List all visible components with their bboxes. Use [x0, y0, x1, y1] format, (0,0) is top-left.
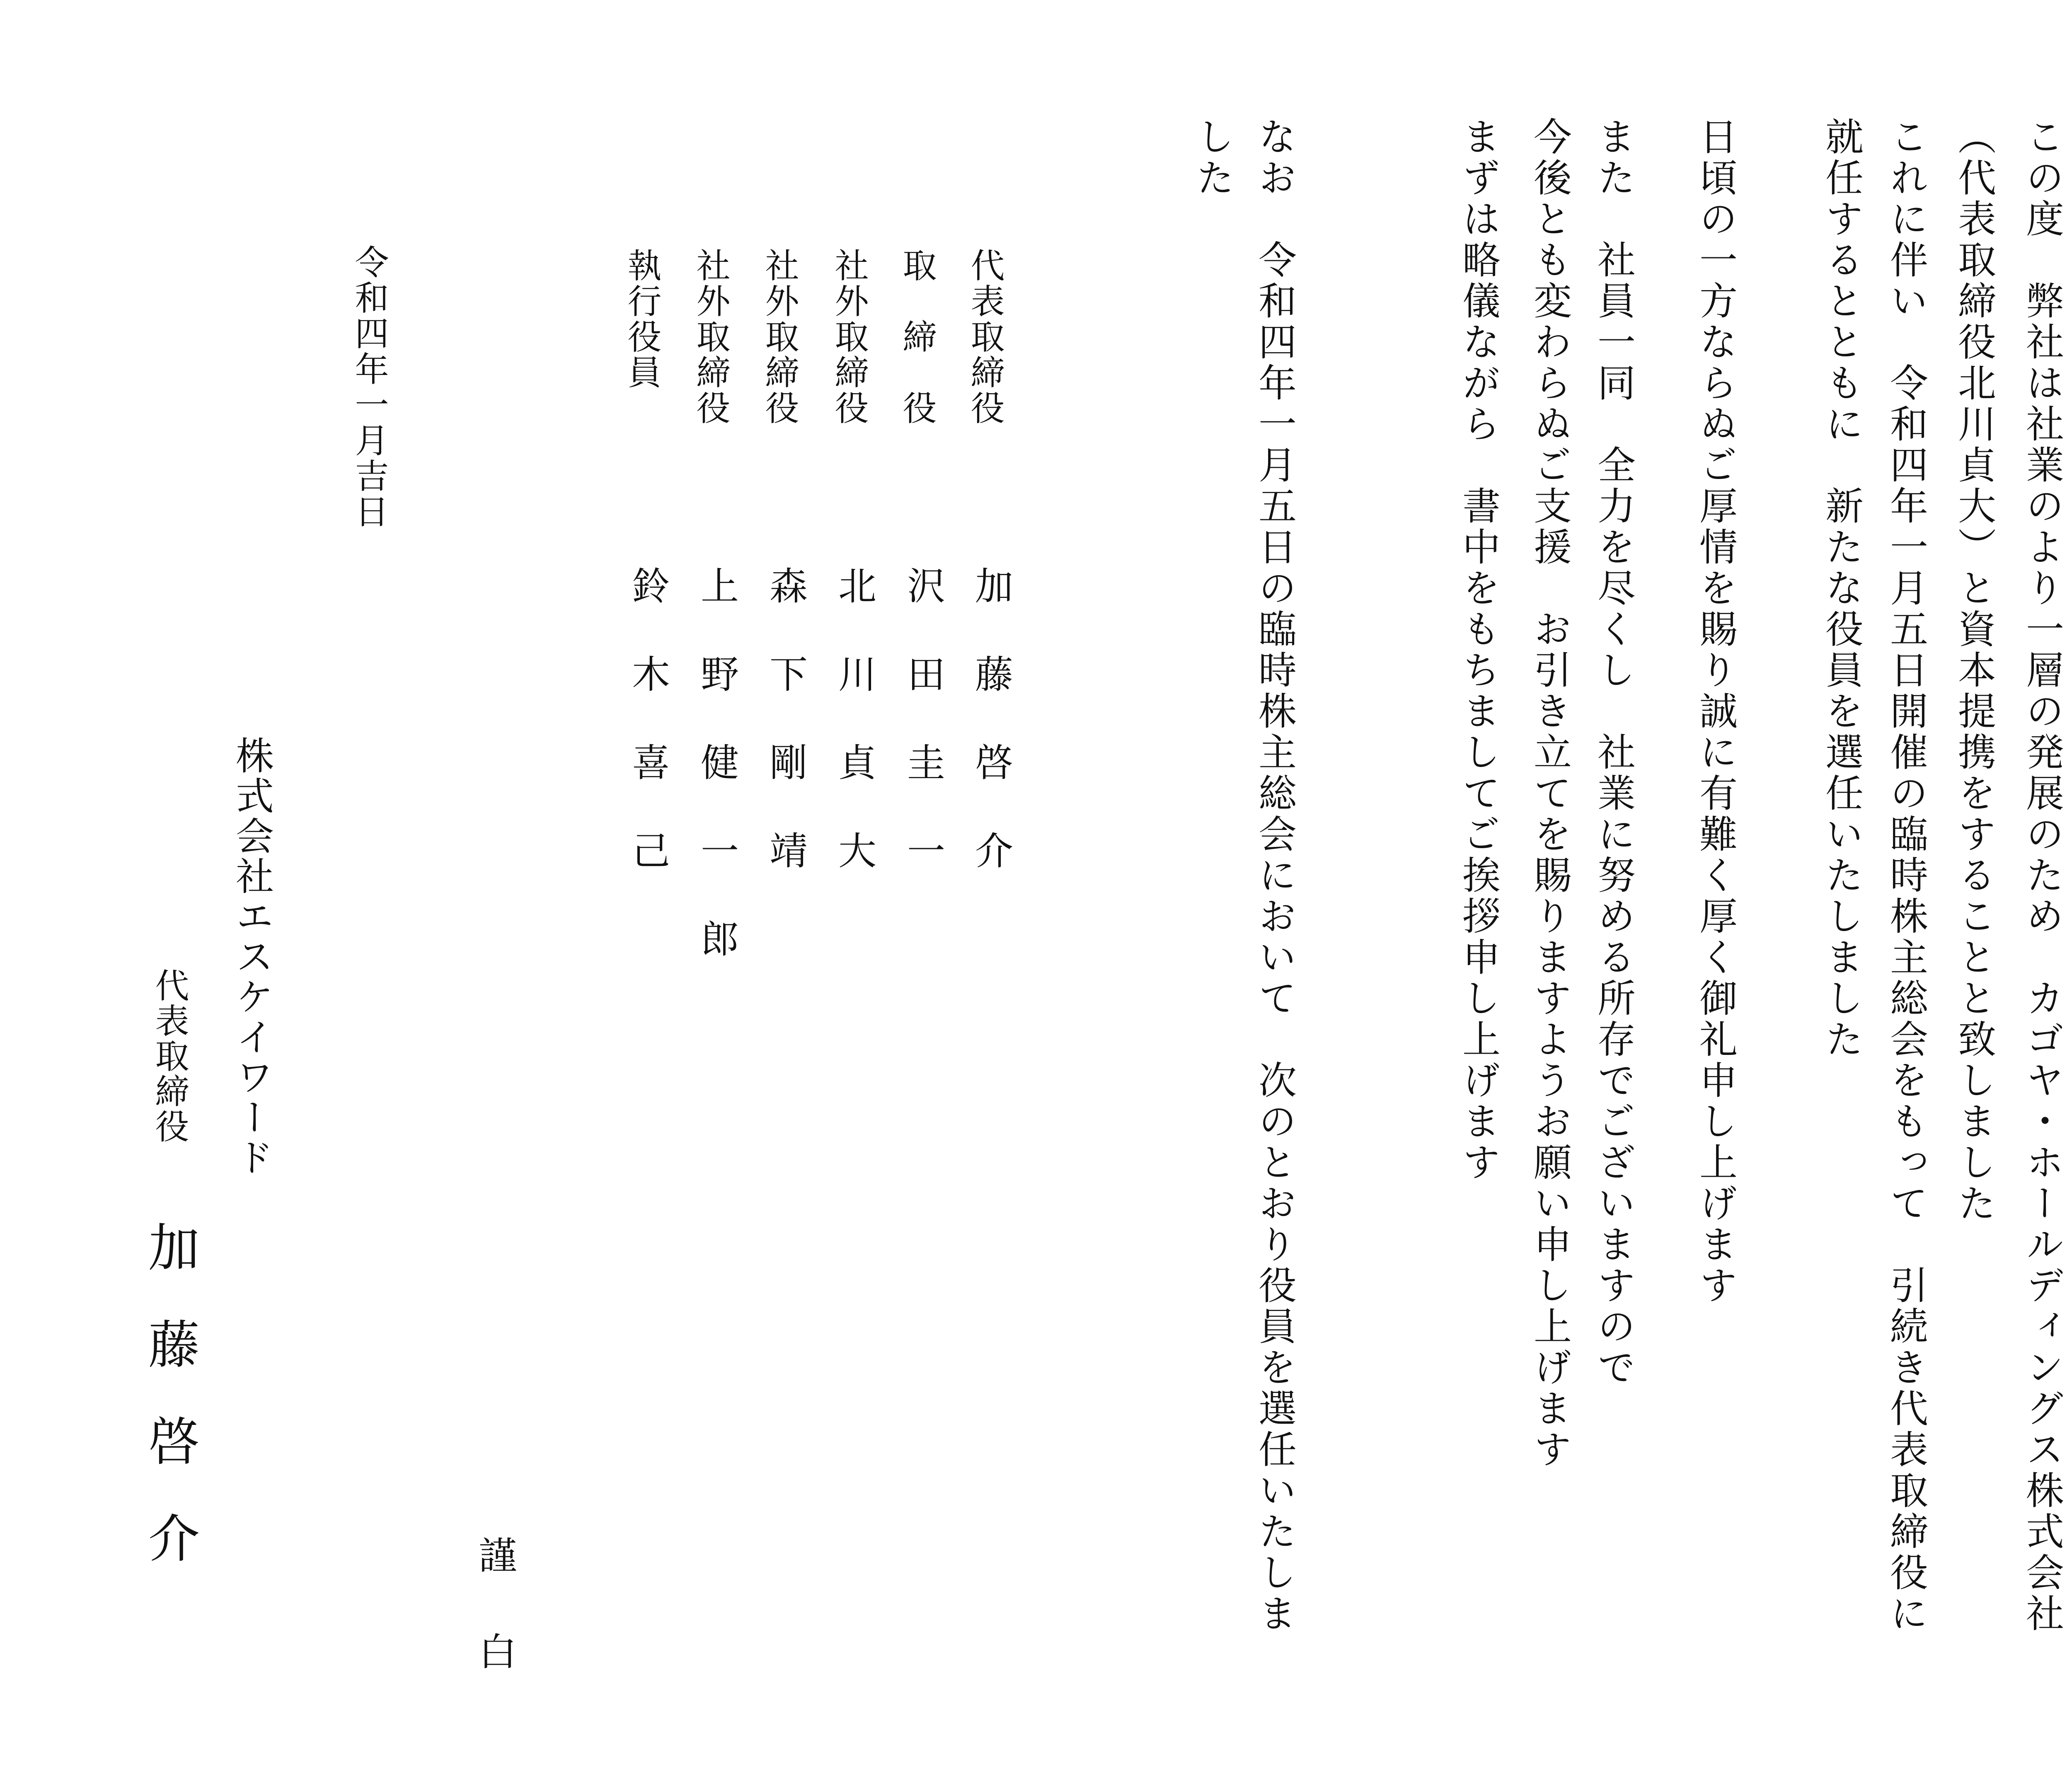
- officer-title-3: 社外取締役: [829, 248, 869, 426]
- officer-name-1: 加藤啓介: [969, 566, 1013, 919]
- commitment-line-1: また 社員一同 全力を尽くし 社業に努める所存でございますので: [1591, 117, 1636, 1388]
- officer-name-3: 北川貞大: [832, 566, 876, 919]
- election-line-1: なお 令和四年一月五日の臨時株主総会において 次のとおり役員を選任いたしま: [1252, 117, 1297, 1635]
- election-line-2: した: [1190, 117, 1234, 199]
- officer-title-5: 社外取締役: [691, 248, 730, 426]
- commitment-line-2: 今後とも変わらぬご支援 お引き立てを賜りますようお願い申し上げます: [1527, 117, 1572, 1470]
- company-name: 株式会社エスケイワード: [230, 736, 274, 1178]
- officer-name-6: 鈴木喜己: [626, 566, 670, 919]
- issue-date: 令和四年一月吉日: [349, 244, 389, 530]
- officer-name-4: 森下剛靖: [763, 566, 808, 919]
- representative-name: 加藤啓介: [140, 1221, 199, 1608]
- officer-title-4: 社外取締役: [760, 248, 799, 426]
- gratitude-line: 日頃の一方ならぬご厚情を賜り誠に有難く厚く御礼申し上げます: [1693, 117, 1738, 1306]
- officer-title-6: 執行役員: [622, 248, 661, 390]
- officer-title-2: 取 締 役: [897, 248, 937, 426]
- announcement-line-2: （代表取締役北川貞大）と資本提携をすることと致しました: [1952, 117, 1996, 1224]
- announcement-line-1: この度 弊社は社業のより一層の発展のため カゴヤ・ホールディングス株式会社: [2020, 117, 2064, 1635]
- officer-name-2: 沢田圭一: [901, 566, 945, 919]
- officer-name-5: 上野健一郎: [695, 566, 739, 1007]
- officer-title-1: 代表取締役: [965, 248, 1005, 426]
- closing-word: 謹白: [472, 1536, 517, 1728]
- announcement-line-4: 就任するとともに 新たな役員を選任いたしました: [1819, 117, 1864, 1060]
- representative-title: 代表取締役: [150, 968, 189, 1144]
- brief-greeting-line: まずは略儀ながら 書中をもちましてご挨拶申し上げます: [1456, 117, 1501, 1183]
- announcement-line-3: これに伴い 令和四年一月五日開催の臨時株主総会をもって 引続き代表取締役に: [1884, 117, 1928, 1635]
